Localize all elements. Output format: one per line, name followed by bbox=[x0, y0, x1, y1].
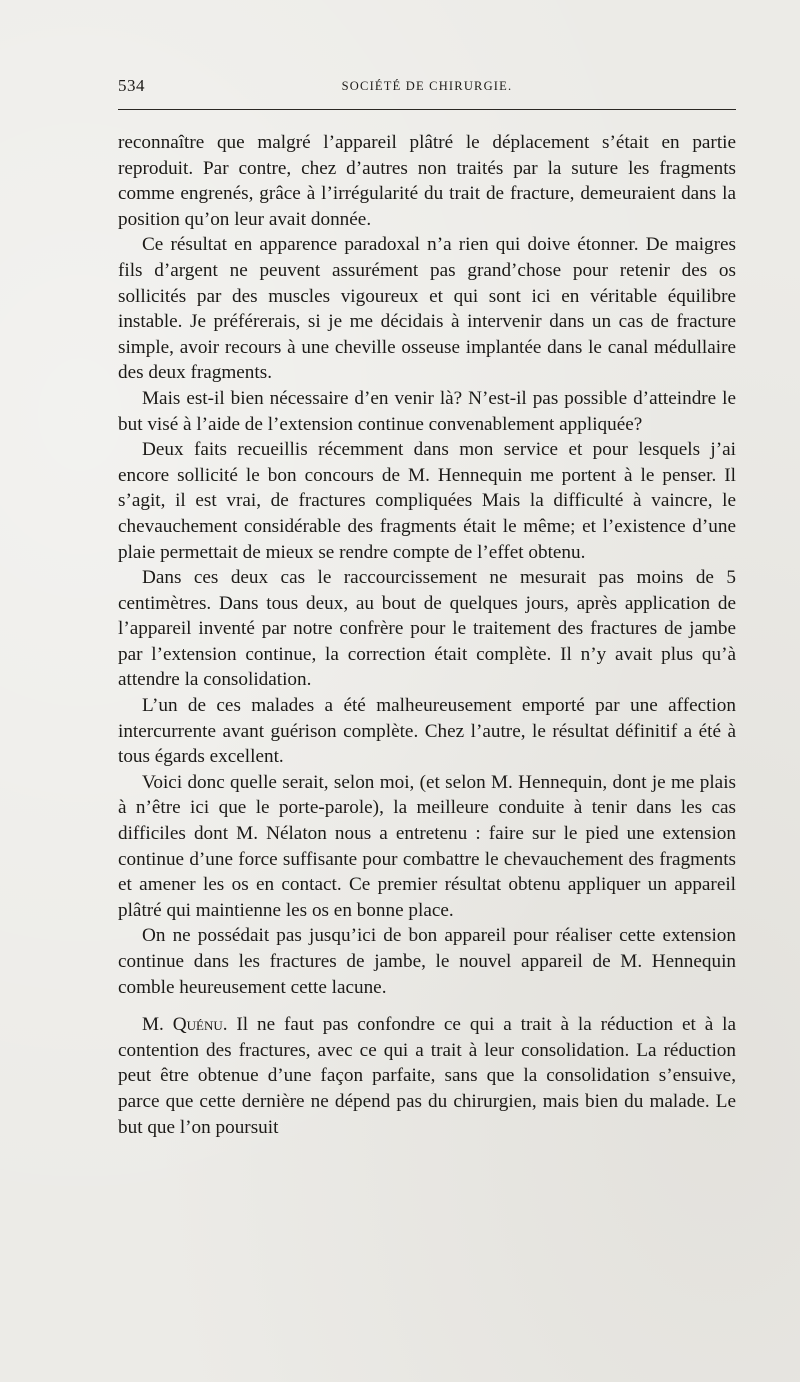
discussion-paragraph bbox=[118, 1012, 736, 1140]
header-rule bbox=[118, 109, 736, 110]
paragraph: Ce résultat en apparence paradoxal n’a rien qui doive étonner. De maigres fils d’argent ne peuvent assurément pas grand’chose pour retenir des os sollicités par des muscles vigoureux et qui sont ici en véritable équilibre instable. Je préférerais, si je me décidais à intervenir dans un cas de fracture simple, avoir recours à une cheville osseuse implantée dans le canal médullaire des deux fragments. bbox=[118, 234, 736, 384]
page-header bbox=[118, 76, 736, 100]
paragraph: Voici donc quelle serait, selon moi, (et selon M. Hennequin, dont je me plais à n’être ici que le porte-parole), la meilleure conduite à tenir dans les cas difficiles dont M. Nélaton nous a entretenu : faire sur le pied une extension continue d’une force suffisante pour combattre le chevauchement des fragments et amener les os en contact. Ce premier résultat obtenu appliquer un appareil plâtré qui maintienne les os en bonne place. bbox=[118, 771, 736, 921]
page-number: 534 bbox=[118, 76, 145, 95]
discussion-text: Il ne faut pas confondre ce qui a trait à la réduction et à la contention des fractures, avec ce qui a trait à leur consolidation. La réduction peut être obtenue d’une façon parfaite, sans que la consolidation s’ensuive, parce que cette dernière ne dépend pas du chirurgien, mais bien du malade. Le but que l’on poursuit bbox=[118, 1014, 736, 1138]
paragraph-continuation: reconnaître que malgré l’appareil plâtré le déplacement s’était en partie reproduit. Par contre, chez d’autres non traités par la suture les fragments comme engrenés, grâce à l’irrégularité du trait de fracture, demeuraient dans la position qu’on leur avait donnée. bbox=[118, 132, 736, 230]
running-title: SOCIÉTÉ DE CHIRURGIE. bbox=[341, 79, 513, 93]
paragraph: Deux faits recueillis récemment dans mon service et pour lesquels j’ai encore sollicité le bon concours de M. Hennequin me portent à le penser. Il s’agit, il est vrai, de fractures compliquées Mais la difficulté à vaincre, le chevauchement considérable des fragments était le même; et l’existence d’une plaie permettait de mieux se rendre compte de l’effet obtenu. bbox=[118, 439, 736, 563]
body-text bbox=[118, 130, 736, 1140]
paragraph: Mais est-il bien nécessaire d’en venir là? N’est-il pas possible d’atteindre le but visé à l’aide de l’extension continue convenablement appliquée? bbox=[118, 387, 736, 435]
paragraph: On ne possédait pas jusqu’ici de bon appareil pour réaliser cette extension continue dans les fractures de jambe, le nouvel appareil de M. Hennequin comble heureusement cette lacune. bbox=[118, 925, 736, 998]
paragraph: Dans ces deux cas le raccourcissement ne mesurait pas moins de 5 centimètres. Dans tous deux, au bout de quelques jours, après application de l’appareil inventé par notre confrère pour le traitement des fractures de jambe par l’extension continue, la correction était complète. Il n’y avait plus qu’à attendre la consolidation. bbox=[118, 567, 736, 691]
speaker-name: M. Quénu. bbox=[142, 1014, 228, 1036]
paragraph: L’un de ces malades a été malheureusement emporté par une affection intercurrente avant guérison complète. Chez l’autre, le résultat définitif a été à tous égards excellent. bbox=[118, 695, 736, 768]
